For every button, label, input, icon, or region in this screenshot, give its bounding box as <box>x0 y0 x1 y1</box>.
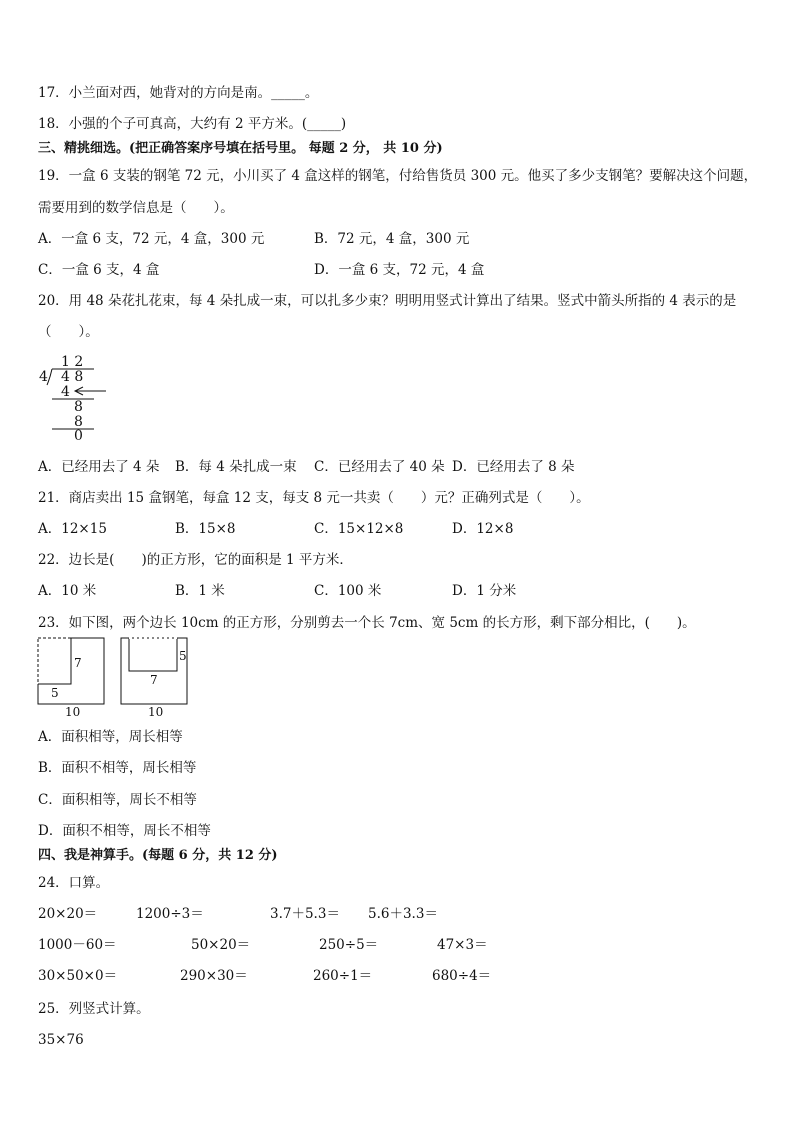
division-remainder: 0 <box>74 428 83 442</box>
q20-option-d[interactable]: D．已经用去了 8 朵 <box>452 459 575 475</box>
question-21: 21．商店卖出 15 盒钢笔，每盒 12 支，每支 8 元一共卖（ ）元？正确列式是（ ）。 <box>38 490 590 506</box>
calc-item: 50×20＝ <box>191 937 251 953</box>
q22-option-b[interactable]: B．1 米 <box>175 583 225 599</box>
fig1-label-5: 5 <box>51 686 59 700</box>
calc-item: 250÷5＝ <box>319 937 379 953</box>
division-step1: 4 <box>61 384 70 400</box>
q23-option-b[interactable]: B．面积不相等，周长相等 <box>38 760 197 776</box>
q21-option-a[interactable]: A．12×15 <box>38 521 107 537</box>
division-step2: 8 <box>74 399 83 415</box>
calc-item: 1000－60＝ <box>38 937 117 953</box>
question-23: 23．如下图，两个边长 10cm 的正方形，分别剪去一个长 7cm、宽 5cm 的长方形，剩下部分相比，( )。 <box>38 615 696 631</box>
q22-option-d[interactable]: D．1 分米 <box>452 583 517 599</box>
q19-option-b[interactable]: B．72 元，4 盒，300 元 <box>314 231 470 247</box>
calc-item: 47×3＝ <box>437 937 488 953</box>
calc-item: 5.6＋3.3＝ <box>368 906 438 922</box>
question-17: 17．小兰面对西，她背对的方向是南。_____。 <box>38 85 319 101</box>
q22-option-a[interactable]: A．10 米 <box>38 583 97 599</box>
q19-option-a[interactable]: A．一盒 6 支，72 元，4 盒，300 元 <box>38 231 265 247</box>
section-3-heading: 三、精挑细选。(把正确答案序号填在括号里。 每题 2 分， 共 10 分) <box>38 141 443 156</box>
fig1-label-10: 10 <box>65 705 81 719</box>
fig2-label-5: 5 <box>179 649 187 663</box>
question-24-title: 24．口算。 <box>38 875 110 891</box>
q23-option-d[interactable]: D．面积不相等，周长不相等 <box>38 823 211 839</box>
question-19-line1: 19．一盒 6 支装的钢笔 72 元，小川买了 4 盒这样的钢笔，付给售货员 300 元。他买了多少支钢笔？要解决这个问题， <box>38 168 758 184</box>
q20-option-a[interactable]: A．已经用去了 4 朵 <box>38 459 160 475</box>
q21-option-d[interactable]: D．12×8 <box>452 521 514 537</box>
q19-option-d[interactable]: D．一盒 6 支，72 元，4 盒 <box>314 262 485 278</box>
q20-option-b[interactable]: B．每 4 朵扎成一束 <box>175 459 297 475</box>
calc-item: 1200÷3＝ <box>136 906 204 922</box>
calc-item: 260÷1＝ <box>313 968 373 984</box>
division-divisor: 4 <box>39 369 48 385</box>
q25-expression: 35×76 <box>38 1032 84 1048</box>
question-22: 22．边长是( )的正方形，它的面积是 1 平方米． <box>38 552 353 568</box>
calc-item: 3.7＋5.3＝ <box>270 906 340 922</box>
section-4-heading: 四、我是神算手。(每题 6 分，共 12 分) <box>38 848 278 863</box>
question-18: 18．小强的个子可真高，大约有 2 平方米。(_____) <box>38 116 347 132</box>
calc-item: 30×50×0＝ <box>38 968 118 984</box>
q23-option-a[interactable]: A．面积相等，周长相等 <box>38 729 183 745</box>
division-dividend: 4 8 <box>61 369 84 385</box>
q21-option-c[interactable]: C．15×12×8 <box>314 521 404 537</box>
calc-item: 680÷4＝ <box>432 968 492 984</box>
q19-option-c[interactable]: C．一盒 6 支，4 盒 <box>38 262 160 278</box>
division-quotient: 1 2 <box>61 354 84 370</box>
q23-option-c[interactable]: C．面积相等，周长不相等 <box>38 792 197 808</box>
q20-option-c[interactable]: C．已经用去了 40 朵 <box>314 459 445 475</box>
fig2-label-7: 7 <box>150 673 158 687</box>
long-division-figure <box>36 350 116 442</box>
q21-option-b[interactable]: B．15×8 <box>175 521 236 537</box>
question-20-line2: （ ）。 <box>38 324 99 340</box>
calc-item: 20×20＝ <box>38 906 98 922</box>
square-figure-2 <box>119 636 195 720</box>
fig2-label-10: 10 <box>148 705 164 719</box>
fig1-label-7: 7 <box>74 656 82 670</box>
calc-item: 290×30＝ <box>180 968 248 984</box>
square-figure-1 <box>36 636 112 720</box>
question-19-line2: 需要用到的数学信息是（ ）。 <box>38 200 234 216</box>
q22-option-c[interactable]: C．100 米 <box>314 583 382 599</box>
question-25-title: 25．列竖式计算。 <box>38 1001 150 1017</box>
question-20-line1: 20．用 48 朵花扎花束，每 4 朵扎成一束，可以扎多少束？明明用竖式计算出了结果。竖式中箭头所指的 4 表示的是 <box>38 293 737 309</box>
division-step3: 8 <box>74 414 83 430</box>
